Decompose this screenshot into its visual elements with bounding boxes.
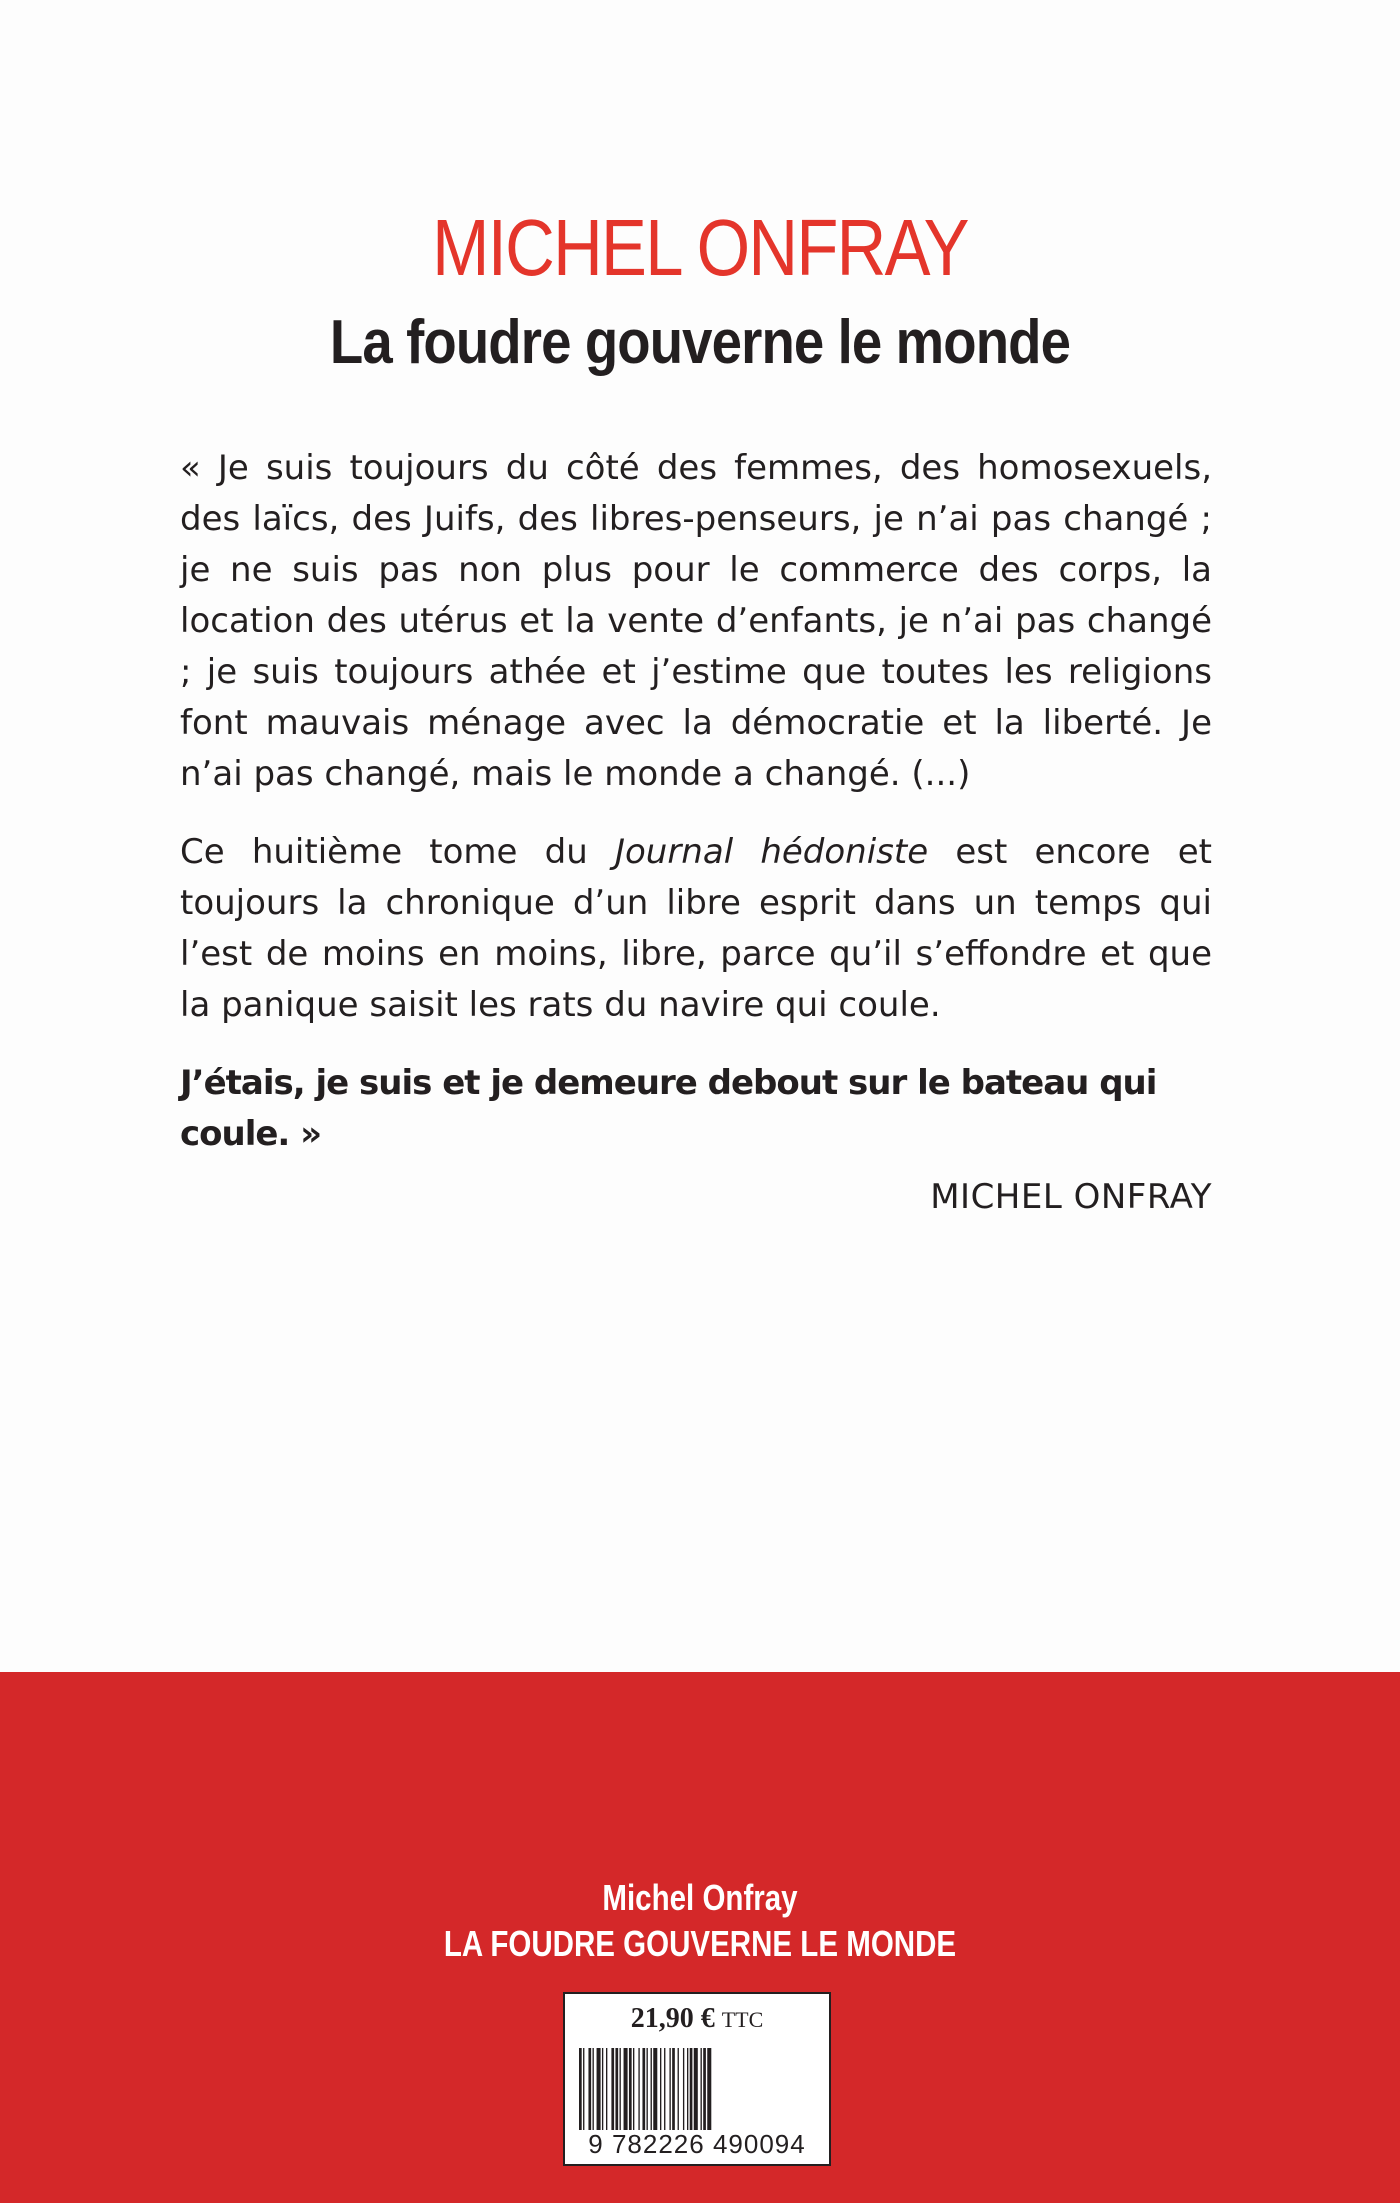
- price-label: [565, 2002, 829, 2037]
- price-amount: 21,90 €: [630, 2003, 715, 2034]
- book-title: La foudre gouverne le monde: [329, 308, 1071, 377]
- blurb-paragraph-2: [180, 827, 1212, 1031]
- blurb-paragraph-2-end: est encore et toujours la chronique d’un libre esprit dans un temps qui l’est de moins en moins, libre, parce qu’il s’effondre et que la panique saisit les rats du navire qui coule.: [180, 832, 1212, 1025]
- barcode-label: [563, 1992, 831, 2166]
- isbn-number: 9 782226 490094: [588, 2129, 806, 2159]
- blurb-paragraph-2-start: Ce huitième tome du: [180, 832, 615, 872]
- blurb: [180, 443, 1212, 1223]
- author-name: MICHEL ONFRAY: [432, 203, 968, 292]
- footer-title: LA FOUDRE GOUVERNE LE MONDE: [443, 1923, 957, 1964]
- blurb-signature: MICHEL ONFRAY: [930, 1177, 1212, 1217]
- cover-red-band: [0, 1672, 1400, 2203]
- blurb-closing-line: J’étais, je suis et je demeure debout sur le bateau qui coule. »: [180, 1063, 1157, 1154]
- journal-title: Journal hédoniste: [614, 832, 929, 872]
- barcode-icon: [579, 2048, 819, 2130]
- price-tax: TTC: [721, 2007, 764, 2032]
- footer-author: Michel Onfray: [602, 1877, 798, 1918]
- blurb-paragraph-1: « Je suis toujours du côté des femmes, des homosexuels, des laïcs, des Juifs, des libres-penseurs, je n’ai pas changé ; je ne suis pas non plus pour le commerce des corps, la location des utérus et la vente d’enfants, je n’ai pas changé ; je suis toujours athée et j’estime que toutes les religions font mauvais ménage avec la démocratie et la liberté. Je n’ai pas changé, mais le monde a changé. (...): [180, 448, 1212, 794]
